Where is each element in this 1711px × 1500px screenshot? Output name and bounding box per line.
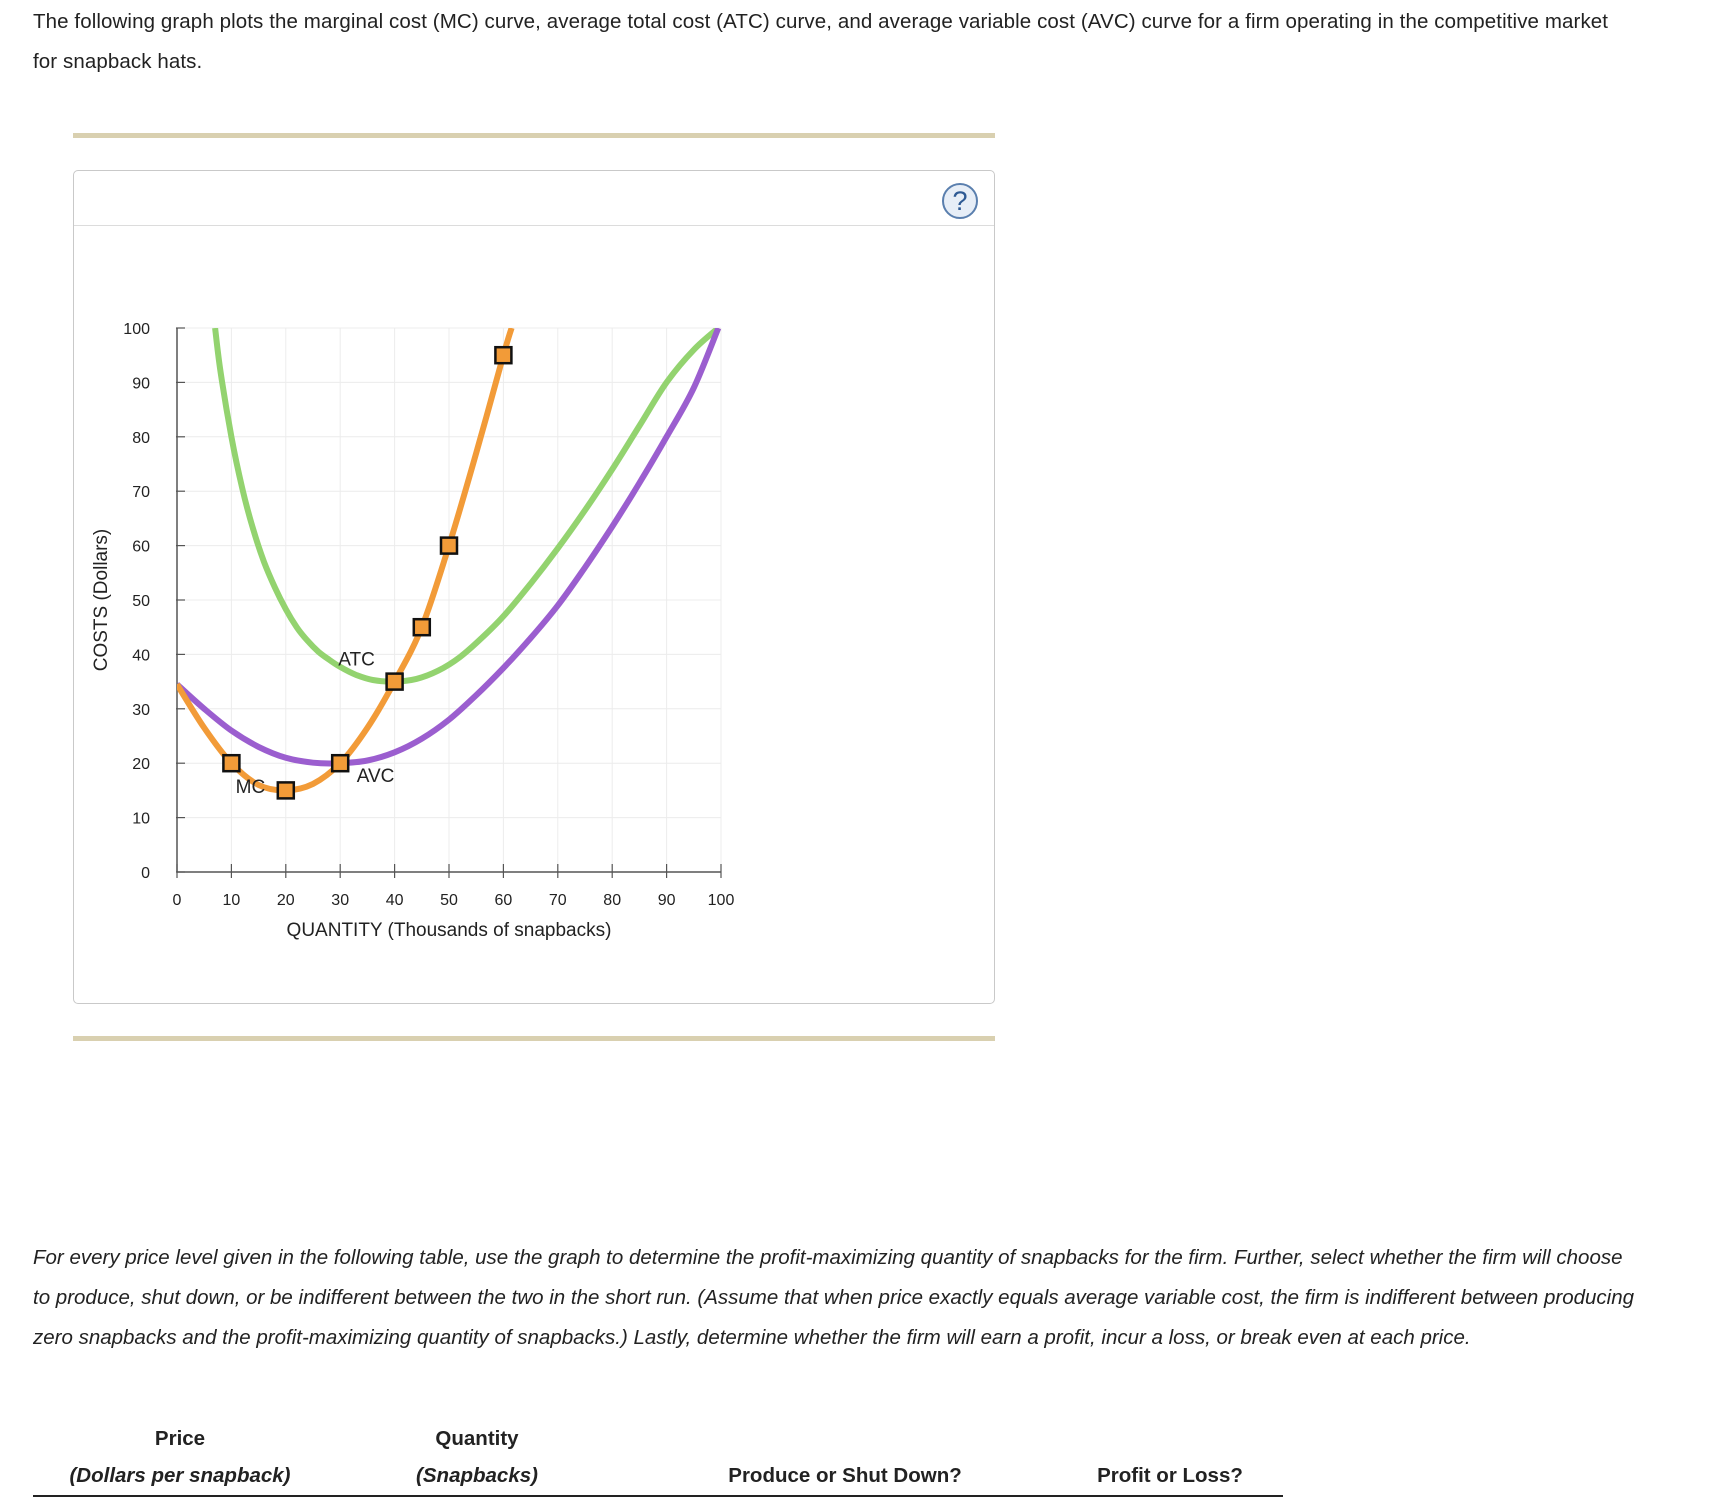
help-icon[interactable]: ?	[942, 183, 978, 219]
x-tick-label: 50	[440, 892, 458, 909]
curve-label-mc: MC	[235, 777, 266, 799]
header-price-subtitle: (Dollars per snapback)	[69, 1464, 291, 1487]
y-tick-label: 10	[132, 810, 150, 828]
curves-group	[177, 328, 718, 790]
header-produce-or-shut-down: Produce or Shut Down?	[728, 1464, 962, 1487]
curve-label-atc: ATC	[338, 649, 375, 671]
header-quantity-title: Quantity	[435, 1427, 519, 1450]
x-tick-label: 20	[276, 892, 295, 909]
y-tick-label: 60	[132, 538, 150, 556]
y-tick-label: 20	[132, 756, 150, 774]
y-axis-label: COSTS (Dollars)	[91, 528, 112, 672]
x-tick-label: 0	[172, 892, 182, 909]
x-tick-label: 30	[331, 892, 350, 909]
header-quantity-subtitle: (Snapbacks)	[416, 1464, 538, 1487]
instructions-text: For every price level given in the following table, use the graph to determine the profit-maximizing quantity of snapbacks for the firm. Further, select whether the firm will choose to produce, shut down, or be indifferent between the two in the short run. (Assume that when price exactly equals average variable cost, the firm is indifferent between producing zero snapbacks and the profit-maximizing quantity of snapbacks.) Lastly, determine whether the firm will earn a profit, incur a loss, or break even at each price.	[33, 1246, 1635, 1349]
curve-label-avc: AVC	[356, 766, 395, 788]
y-tick-label: 100	[123, 321, 150, 338]
x-tick-label: 100	[707, 892, 735, 909]
y-tick-label: 80	[132, 429, 150, 447]
y-tick-label: 70	[132, 484, 150, 502]
intro-text: The following graph plots the marginal cost (MC) curve, average total cost (ATC) curve, and average variable cost (AVC) curve for a firm operating in the competitive market for snapback hats.	[33, 10, 1609, 73]
mc-point-marker	[495, 347, 511, 363]
mc-point-marker	[414, 619, 430, 635]
mc-point-marker	[278, 782, 294, 798]
mc-point-marker	[441, 538, 457, 554]
table-header-rule	[33, 1495, 1283, 1497]
series-line-atc	[215, 328, 718, 682]
x-tick-label: 60	[494, 892, 513, 909]
x-tick-label: 80	[603, 892, 622, 909]
y-tick-label: 30	[132, 701, 150, 719]
y-tick-label: 0	[141, 865, 150, 882]
mc-point-marker	[223, 755, 239, 771]
header-price-title: Price	[154, 1427, 206, 1450]
x-tick-label: 40	[385, 892, 404, 909]
header-quantity	[347, 1420, 607, 1494]
y-tick-label: 50	[132, 593, 150, 610]
table-header	[0, 1420, 1711, 1500]
x-tick-label: 70	[548, 892, 567, 909]
y-tick-label: 40	[132, 647, 150, 665]
bottom-divider	[73, 1036, 995, 1041]
x-axis-label: QUANTITY (Thousands of snapbacks)	[286, 920, 612, 941]
header-profit-or-loss: Profit or Loss?	[1097, 1464, 1243, 1487]
x-tick-label: 10	[222, 892, 241, 909]
mc-point-marker	[332, 755, 348, 771]
mc-point-marker	[387, 674, 403, 690]
y-tick-label: 90	[132, 375, 150, 393]
header-price	[40, 1420, 320, 1494]
x-tick-label: 90	[657, 892, 676, 909]
